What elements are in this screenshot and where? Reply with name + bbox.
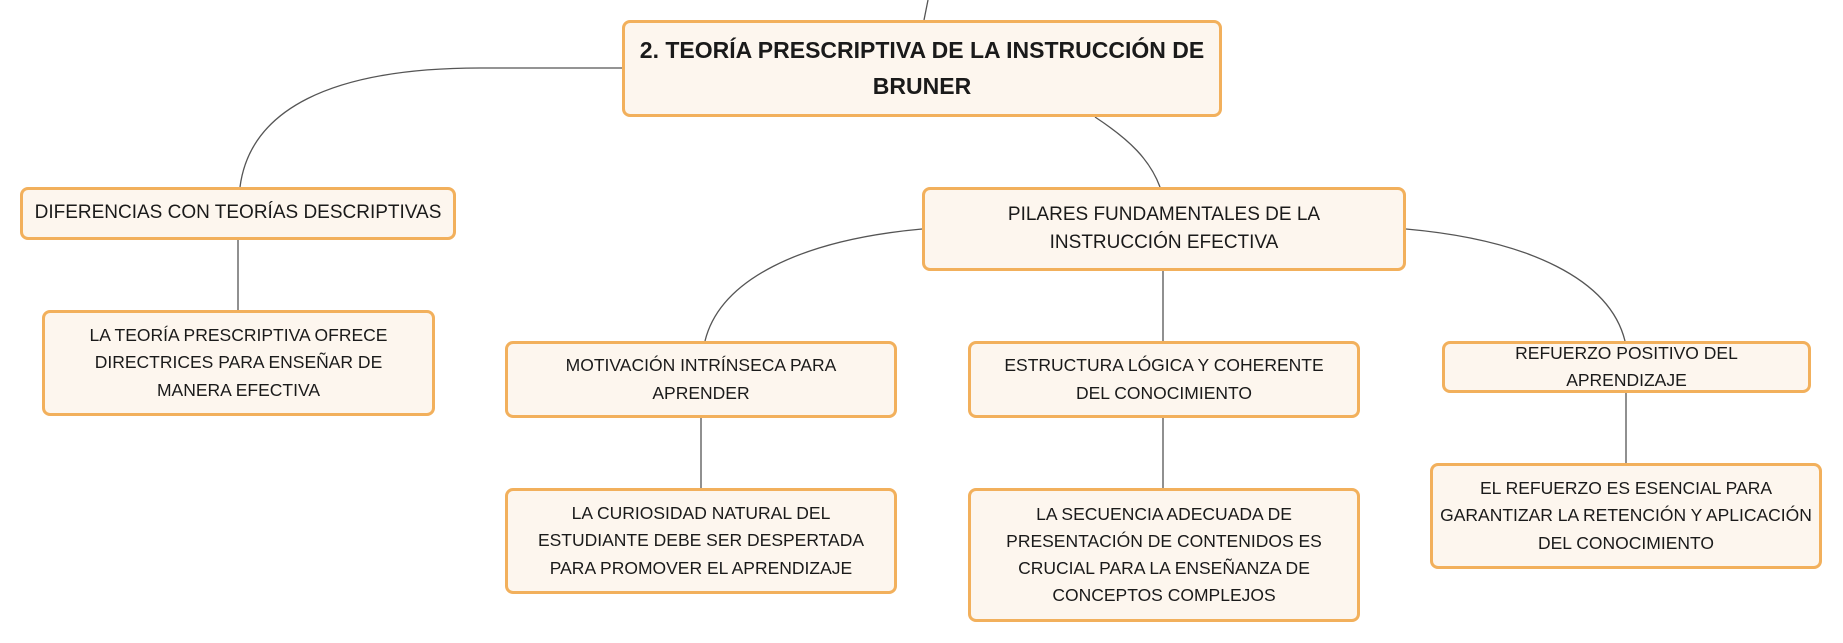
connector-parent-to-root: [924, 0, 928, 20]
connector-root-to-pillars: [1095, 117, 1160, 187]
structure-detail-node[interactable]: [968, 488, 1360, 622]
differences-node[interactable]: [20, 187, 456, 240]
root-node[interactable]: [622, 20, 1222, 117]
differences-detail-label: LA TEORÍA PRESCRIPTIVA OFRECE DIRECTRICES PARA ENSEÑAR DE MANERA EFECTIVA: [89, 325, 388, 400]
motivation-detail-node[interactable]: [505, 488, 897, 594]
motivation-node[interactable]: [505, 341, 897, 418]
motivation-node-label: MOTIVACIÓN INTRÍNSECA PARA APRENDER: [565, 355, 837, 403]
connector-root-to-differences: [240, 68, 622, 187]
structure-detail-label: LA SECUENCIA ADECUADA DE PRESENTACIÓN DE CONTENIDOS ES CRUCIAL PARA LA ENSEÑANZA DE CONCEPTOS COMPLEJOS: [1006, 503, 1322, 606]
pillars-node-label: PILARES FUNDAMENTALES DE LA INSTRUCCIÓN EFECTIVA: [1007, 203, 1321, 253]
motivation-detail-label: LA CURIOSIDAD NATURAL DEL ESTUDIANTE DEBE SER DESPERTADA PARA PROMOVER EL APRENDIZAJE: [537, 503, 865, 578]
structure-node[interactable]: [968, 341, 1360, 418]
structure-node-label: ESTRUCTURA LÓGICA Y COHERENTE DEL CONOCIMIENTO: [1004, 355, 1324, 403]
differences-node-label: DIFERENCIAS CON TEORÍAS DESCRIPTIVAS: [34, 202, 442, 224]
root-node-label: 2. TEORÍA PRESCRIPTIVA DE LA INSTRUCCIÓN DE BRUNER: [639, 36, 1205, 99]
reinforcement-node[interactable]: [1442, 341, 1811, 393]
pillars-node[interactable]: [922, 187, 1406, 271]
connector-pillars-to-motivation: [705, 229, 922, 341]
reinforcement-node-label: REFUERZO POSITIVO DEL APRENDIZAJE: [1515, 342, 1738, 390]
reinforcement-detail-label: EL REFUERZO ES ESENCIAL PARA GARANTIZAR LA RETENCIÓN Y APLICACIÓN DEL CONOCIMIENTO: [1440, 478, 1812, 553]
connector-pillars-to-reinforcement: [1406, 229, 1625, 341]
differences-detail-node[interactable]: [42, 310, 435, 416]
reinforcement-detail-node[interactable]: [1430, 463, 1822, 569]
